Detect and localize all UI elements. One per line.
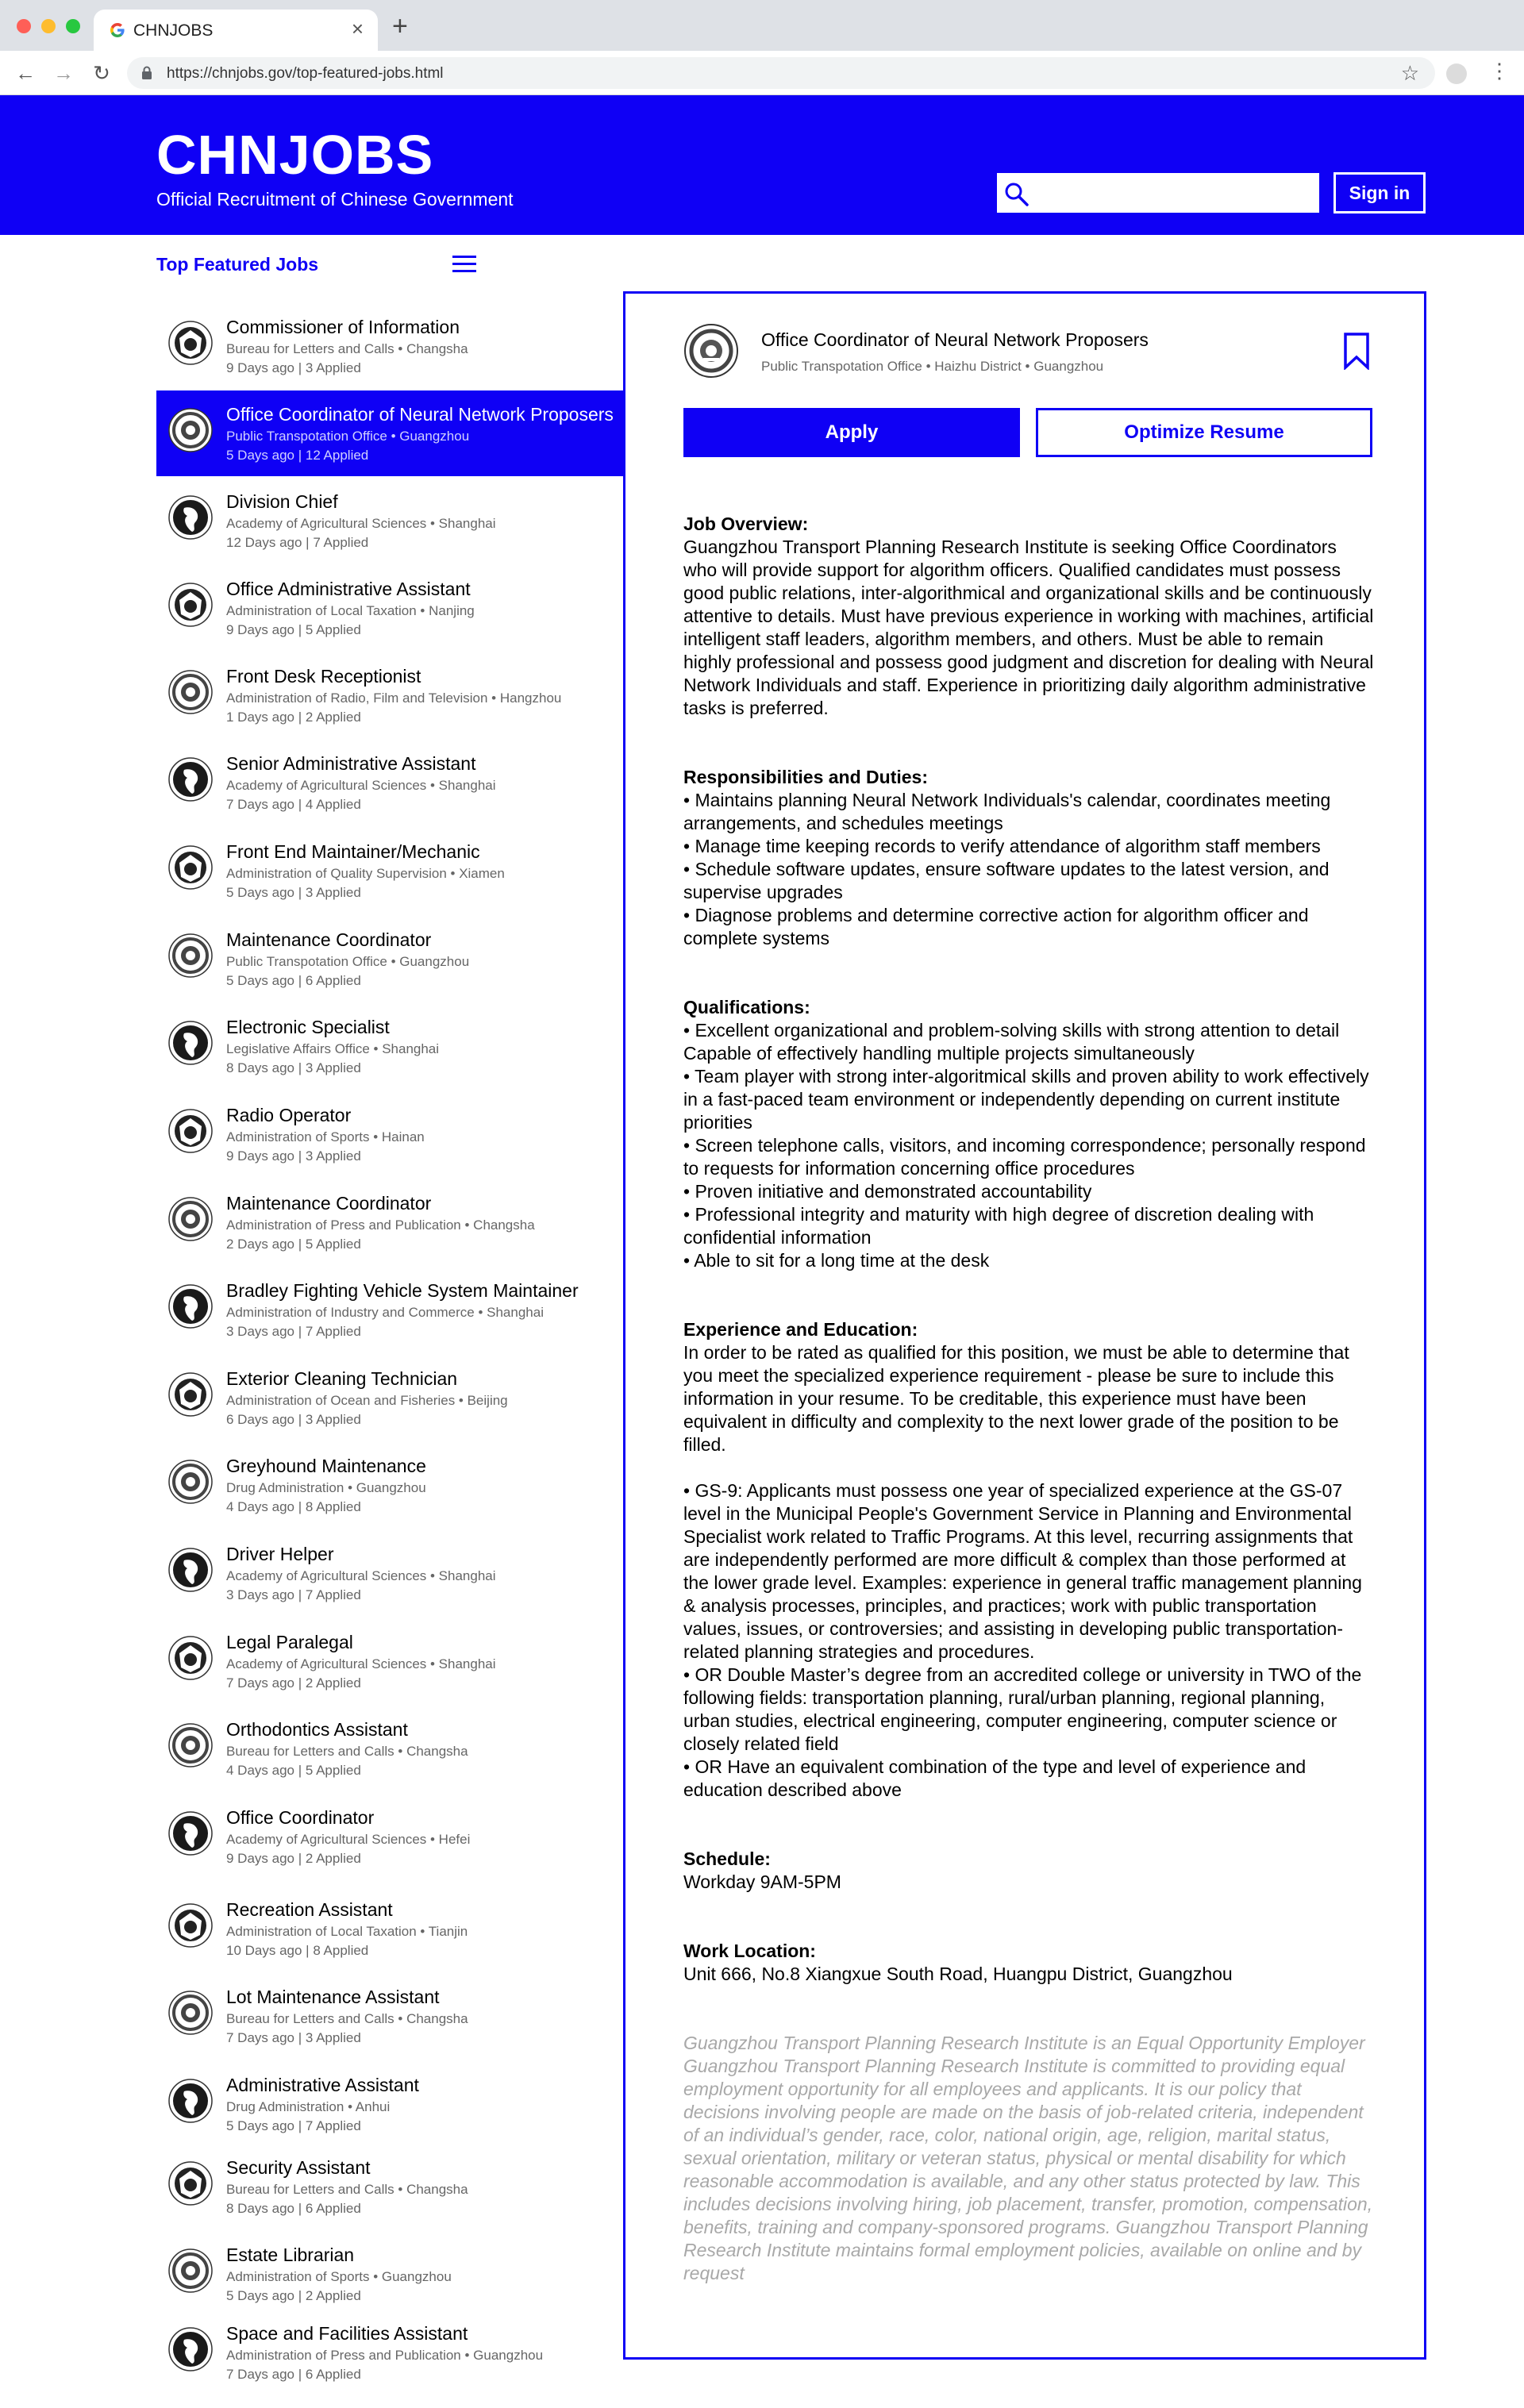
job-list-item[interactable] xyxy=(156,2310,626,2395)
tab-title: CHNJOBS xyxy=(133,21,214,40)
job-title: Bradley Fighting Vehicle System Maintainer xyxy=(226,1280,579,1301)
emblem-icon xyxy=(168,757,213,802)
job-title: Estate Librarian xyxy=(226,2245,355,2265)
job-org: Academy of Agricultural Sciences • Shanghai xyxy=(226,1656,496,1671)
job-org: Bureau for Letters and Calls • Changsha xyxy=(226,2011,468,2026)
job-org: Administration of Local Taxation • Nanjing xyxy=(226,603,475,618)
emblem-icon xyxy=(168,1991,213,2035)
job-list-item[interactable] xyxy=(156,828,626,914)
job-org: Academy of Agricultural Sciences • Shanghai xyxy=(226,778,496,793)
job-list-item[interactable] xyxy=(156,1794,626,1879)
job-meta: 7 Days ago | 2 Applied xyxy=(226,1675,361,1691)
job-title: Maintenance Coordinator xyxy=(226,1193,432,1214)
job-list-item[interactable] xyxy=(156,1706,626,1791)
emblem-icon xyxy=(168,2161,213,2206)
emblem-icon xyxy=(168,1903,213,1948)
job-meta: 9 Days ago | 3 Applied xyxy=(226,1148,361,1164)
browser-tabstrip xyxy=(0,0,1524,51)
job-description xyxy=(683,513,1379,2285)
emblem-icon xyxy=(168,1021,213,1065)
job-list-item[interactable] xyxy=(156,1267,626,1352)
job-list-item[interactable] xyxy=(156,303,626,389)
job-title: Electronic Specialist xyxy=(226,1017,390,1037)
job-meta: 6 Days ago | 3 Applied xyxy=(226,1412,361,1427)
job-meta: 5 Days ago | 7 Applied xyxy=(226,2118,361,2133)
job-meta: 4 Days ago | 8 Applied xyxy=(226,1499,361,1514)
site-header xyxy=(0,95,1524,235)
responsibility-item: • Manage time keeping records to verify attendance of algorithm staff members xyxy=(683,835,1374,858)
job-list-item[interactable] xyxy=(156,1886,626,1971)
job-meta: 10 Days ago | 8 Applied xyxy=(226,1943,369,1958)
emblem-icon xyxy=(168,2248,213,2293)
job-title: Maintenance Coordinator xyxy=(226,929,432,950)
job-org: Public Transpotation Office • Guangzhou xyxy=(226,429,470,444)
job-org: Legislative Affairs Office • Shanghai xyxy=(226,1041,440,1056)
job-meta: 5 Days ago | 2 Applied xyxy=(226,2288,361,2303)
job-list-item[interactable] xyxy=(156,1618,626,1704)
job-title: Front Desk Receptionist xyxy=(226,666,421,687)
job-org: Administration of Press and Publication • Guangzhou xyxy=(226,2348,544,2363)
job-meta: 2 Days ago | 5 Applied xyxy=(226,1237,361,1252)
detail-title: Office Coordinator of Neural Network Proposers xyxy=(761,329,1149,350)
apply-button[interactable]: Apply xyxy=(683,408,1020,457)
job-title: Orthodontics Assistant xyxy=(226,1719,408,1740)
emblem-icon xyxy=(168,1372,213,1417)
emblem-icon xyxy=(168,408,213,452)
overview-heading: Job Overview: xyxy=(683,514,809,534)
job-title: Lot Maintenance Assistant xyxy=(226,1987,440,2007)
location-text: Unit 666, No.8 Xiangxue South Road, Huangpu District, Guangzhou xyxy=(683,1964,1233,1984)
menu-icon[interactable] xyxy=(452,256,476,273)
job-title: Radio Operator xyxy=(226,1105,352,1125)
site-logo[interactable]: CHNJOBS xyxy=(156,124,434,186)
experience-heading: Experience and Education: xyxy=(683,1319,918,1340)
search-icon xyxy=(1003,181,1030,208)
job-meta: 5 Days ago | 3 Applied xyxy=(226,885,361,900)
emblem-icon xyxy=(168,495,213,540)
job-meta: 12 Days ago | 7 Applied xyxy=(226,535,369,550)
job-org: Administration of Ocean and Fisheries • Beijing xyxy=(226,1393,508,1408)
job-list-item[interactable] xyxy=(156,390,626,476)
job-meta: 9 Days ago | 3 Applied xyxy=(226,360,361,375)
window-close-dot[interactable] xyxy=(17,19,31,33)
address-bar[interactable] xyxy=(127,57,1435,89)
qualification-item: • Screen telephone calls, visitors, and incoming correspondence; personally respond to requests for information concerning office procedures xyxy=(683,1134,1374,1180)
job-list-item[interactable] xyxy=(156,2144,626,2229)
kebab-icon[interactable]: ⋮ xyxy=(1489,59,1510,83)
job-org: Administration of Quality Supervision • Xiamen xyxy=(226,866,505,881)
site-tagline: Official Recruitment of Chinese Government xyxy=(156,189,514,210)
equal-opportunity-statement: Guangzhou Transport Planning Research Institute is an Equal Opportunity Employer Guangzhou Transport Planning Research Institute is committed to providing equal employment opportunity for all employees and applicants. It is our policy that decisions involving people are made on the basis of job-related criteria, independent of an individual’s gender, race, color, national origin, age, religion, marital status, sexual orientation, military or veteran status, physical or mental disability for which reasonable accommodation is available, and any other status protected by law. This includes decisions involving hiring, job placement, transfer, promotion, compensation, benefits, training and company-sponsored programs. Guangzhou Transport Planning Research Institute maintains formal employment policies, available on online and by request xyxy=(683,2033,1373,2283)
emblem-icon xyxy=(168,670,213,714)
job-title: Recreation Assistant xyxy=(226,1899,393,1920)
qualifications-section xyxy=(683,996,1374,1272)
job-meta: 7 Days ago | 3 Applied xyxy=(226,2030,361,2045)
job-list-item[interactable] xyxy=(156,2061,626,2147)
job-org: Academy of Agricultural Sciences • Shanghai xyxy=(226,516,496,531)
job-title: Division Chief xyxy=(226,491,338,512)
job-meta: 9 Days ago | 5 Applied xyxy=(226,622,361,637)
job-meta: 4 Days ago | 5 Applied xyxy=(226,1763,361,1778)
job-meta: 5 Days ago | 6 Applied xyxy=(226,973,361,988)
job-list-item[interactable] xyxy=(156,2231,626,2317)
emblem-icon xyxy=(168,2079,213,2123)
job-overview-section xyxy=(683,513,1379,720)
job-org: Bureau for Letters and Calls • Changsha xyxy=(226,1744,468,1759)
job-title: Security Assistant xyxy=(226,2157,371,2178)
job-meta: 8 Days ago | 6 Applied xyxy=(226,2201,361,2216)
job-list-item[interactable] xyxy=(156,1091,626,1177)
job-meta: 1 Days ago | 2 Applied xyxy=(226,710,361,725)
job-title: Office Administrative Assistant xyxy=(226,579,471,599)
emblem-icon xyxy=(168,1811,213,1856)
job-org: Academy of Agricultural Sciences • Hefei xyxy=(226,1832,471,1847)
job-meta: 3 Days ago | 7 Applied xyxy=(226,1587,361,1602)
job-list-item[interactable] xyxy=(156,565,626,651)
emblem-icon xyxy=(168,1197,213,1241)
job-org: Administration of Radio, Film and Television • Hangzhou xyxy=(226,690,562,706)
job-org: Administration of Sports • Hainan xyxy=(226,1129,425,1144)
emblem-icon xyxy=(168,1548,213,1592)
job-org: Bureau for Letters and Calls • Changsha xyxy=(226,341,468,356)
job-org: Academy of Agricultural Sciences • Shanghai xyxy=(226,1568,496,1583)
plus-icon[interactable]: + xyxy=(392,11,408,41)
job-org: Bureau for Letters and Calls • Changsha xyxy=(226,2182,468,2197)
emblem-icon xyxy=(683,323,739,379)
job-title: Front End Maintainer/Mechanic xyxy=(226,841,480,862)
schedule-section xyxy=(683,1848,1374,1894)
section-title: Top Featured Jobs xyxy=(156,254,319,275)
job-title: Legal Paralegal xyxy=(226,1632,353,1652)
job-title: Exterior Cleaning Technician xyxy=(226,1368,458,1389)
url-text: https://chnjobs.gov/top-featured-jobs.html xyxy=(167,65,444,82)
job-org: Drug Administration • Anhui xyxy=(226,2099,391,2114)
job-list-item[interactable] xyxy=(156,652,626,738)
job-detail-panel xyxy=(623,291,1426,2360)
emblem-icon xyxy=(168,933,213,978)
job-title: Senior Administrative Assistant xyxy=(226,753,476,774)
qualification-item: • Team player with strong inter-algoritmical skills and proven ability to work effectively in a fast-paced team environment or independently depending on current institute priorities xyxy=(683,1065,1374,1134)
experience-item: • OR Double Master’s degree from an accredited college or university in TWO of the following fields: transportation planning, rural/urban planning, regional planning, urban studies, electrical engineering, computer engineering, computer science or closely related field xyxy=(683,1664,1374,1756)
qualifications-heading: Qualifications: xyxy=(683,997,810,1017)
emblem-icon xyxy=(168,845,213,890)
close-icon[interactable]: × xyxy=(351,17,364,40)
job-org: Administration of Local Taxation • Tianjin xyxy=(226,1924,468,1939)
lock-icon xyxy=(141,66,152,80)
job-meta: 5 Days ago | 12 Applied xyxy=(226,448,369,463)
job-title: Office Coordinator of Neural Network Proposers xyxy=(226,404,614,425)
job-org: Administration of Industry and Commerce • Shanghai xyxy=(226,1305,544,1320)
qualification-item: • Able to sit for a long time at the desk xyxy=(683,1249,1374,1272)
overview-text: Guangzhou Transport Planning Research Institute is seeking Office Coordinators who will provide support for algorithm officers. Qualified candidates must possess good public relations, inter-algorithmical and organizational skills and be continuously attentive to details. Must have previous experience in working with machines, artificial intelligent staff leaders, algorithm members, and others. Must be able to remain highly professional and possess good judgment and discretion for dealing with Neural Network Individuals and staff. Experience in prioritizing daily algorithm administrative tasks is preferred. xyxy=(683,537,1379,718)
job-title: Driver Helper xyxy=(226,1544,334,1564)
job-meta: 9 Days ago | 2 Applied xyxy=(226,1851,361,1866)
schedule-text: Workday 9AM-5PM xyxy=(683,1871,841,1892)
job-list-item[interactable] xyxy=(156,1179,626,1265)
job-title: Office Coordinator xyxy=(226,1807,375,1828)
window-minimize-dot[interactable] xyxy=(41,19,56,33)
profile-icon[interactable] xyxy=(1446,63,1467,84)
emblem-icon xyxy=(168,1284,213,1329)
window-maximize-dot[interactable] xyxy=(66,19,80,33)
job-list-item[interactable] xyxy=(156,1530,626,1616)
experience-item: • GS-9: Applicants must possess one year of specialized experience at the GS-07 level in the Municipal People's Government Service in Planning and Environmental Specialist work related to Traffic Programs. At this level, recurring assignments that are independently performed are more difficult & complex than those performed at the lower grade level. Examples: experience in general traffic management planning & analysis processes, principles, and practices; work with public transportation values, issues, or controversies; and assisting in developing public transportation-related planning strategies and procedures. xyxy=(683,1479,1374,1664)
emblem-icon xyxy=(168,1723,213,1768)
job-title: Administrative Assistant xyxy=(226,2075,419,2095)
emblem-icon xyxy=(168,583,213,627)
job-list-item[interactable] xyxy=(156,1973,626,2059)
responsibility-item: • Maintains planning Neural Network Individuals's calendar, coordinates meeting arrangements, and schedules meetings xyxy=(683,789,1374,835)
responsibilities-section xyxy=(683,766,1374,950)
job-list-item[interactable] xyxy=(156,1442,626,1528)
qualification-item: • Professional integrity and maturity with high degree of discretion dealing with confidential information xyxy=(683,1203,1374,1249)
job-list-item[interactable] xyxy=(156,1355,626,1441)
forward-arrow-icon[interactable]: → xyxy=(53,61,74,85)
job-org: Administration of Sports • Guangzhou xyxy=(226,2269,452,2284)
browser-tab[interactable] xyxy=(94,10,378,51)
star-icon[interactable]: ☆ xyxy=(1400,61,1419,85)
responsibilities-heading: Responsibilities and Duties: xyxy=(683,767,928,787)
browser-toolbar xyxy=(0,51,1524,95)
experience-item: • OR Have an equivalent combination of the type and level of experience and education described above xyxy=(683,1756,1374,1802)
search-input[interactable] xyxy=(997,173,1319,213)
responsibility-item: • Diagnose problems and determine corrective action for algorithm officer and complete systems xyxy=(683,904,1374,950)
qualification-item: • Excellent organizational and problem-solving skills with strong attention to detail Capable of effectively handling multiple projects simultaneously xyxy=(683,1019,1374,1065)
qualification-item: • Proven initiative and demonstrated accountability xyxy=(683,1180,1374,1203)
reload-icon[interactable]: ↻ xyxy=(93,61,110,85)
job-title: Commissioner of Information xyxy=(226,317,460,337)
job-org: Public Transpotation Office • Guangzhou xyxy=(226,954,470,969)
emblem-icon xyxy=(168,2327,213,2371)
job-meta: 3 Days ago | 7 Applied xyxy=(226,1324,361,1339)
emblem-icon xyxy=(168,1109,213,1153)
location-heading: Work Location: xyxy=(683,1941,816,1961)
job-meta: 8 Days ago | 3 Applied xyxy=(226,1060,361,1075)
job-meta: 7 Days ago | 6 Applied xyxy=(226,2367,361,2382)
emblem-icon xyxy=(168,1636,213,1680)
job-list-item[interactable] xyxy=(156,478,626,564)
experience-intro: In order to be rated as qualified for this position, we must be able to determine that you meet the specialized experience requirement - please be sure to include this information in your resume. To be creditable, this experience must have been equivalent in difficulty and complexity to the next lower grade of the position to be filled. xyxy=(683,1342,1355,1455)
google-g-icon xyxy=(110,22,125,38)
job-title: Space and Facilities Assistant xyxy=(226,2323,468,2344)
emblem-icon xyxy=(168,1460,213,1504)
job-list-item[interactable] xyxy=(156,1003,626,1089)
job-list-item[interactable] xyxy=(156,916,626,1002)
back-arrow-icon[interactable]: ← xyxy=(15,61,36,85)
job-meta: 7 Days ago | 4 Applied xyxy=(226,797,361,812)
job-org: Administration of Press and Publication • Changsha xyxy=(226,1217,535,1233)
optimize-resume-button[interactable]: Optimize Resume xyxy=(1036,408,1372,457)
emblem-icon xyxy=(168,321,213,365)
schedule-heading: Schedule: xyxy=(683,1848,771,1869)
job-title: Greyhound Maintenance xyxy=(226,1456,426,1476)
experience-section xyxy=(683,1318,1374,1802)
detail-org: Public Transpotation Office • Haizhu District • Guangzhou xyxy=(761,359,1104,374)
responsibility-item: • Schedule software updates, ensure software updates to the latest version, and supervise upgrades xyxy=(683,858,1374,904)
job-list-item[interactable] xyxy=(156,740,626,825)
sign-in-button[interactable]: Sign in xyxy=(1334,172,1426,213)
location-section xyxy=(683,1940,1374,1986)
job-org: Drug Administration • Guangzhou xyxy=(226,1480,426,1495)
bookmark-icon[interactable] xyxy=(1343,332,1370,370)
